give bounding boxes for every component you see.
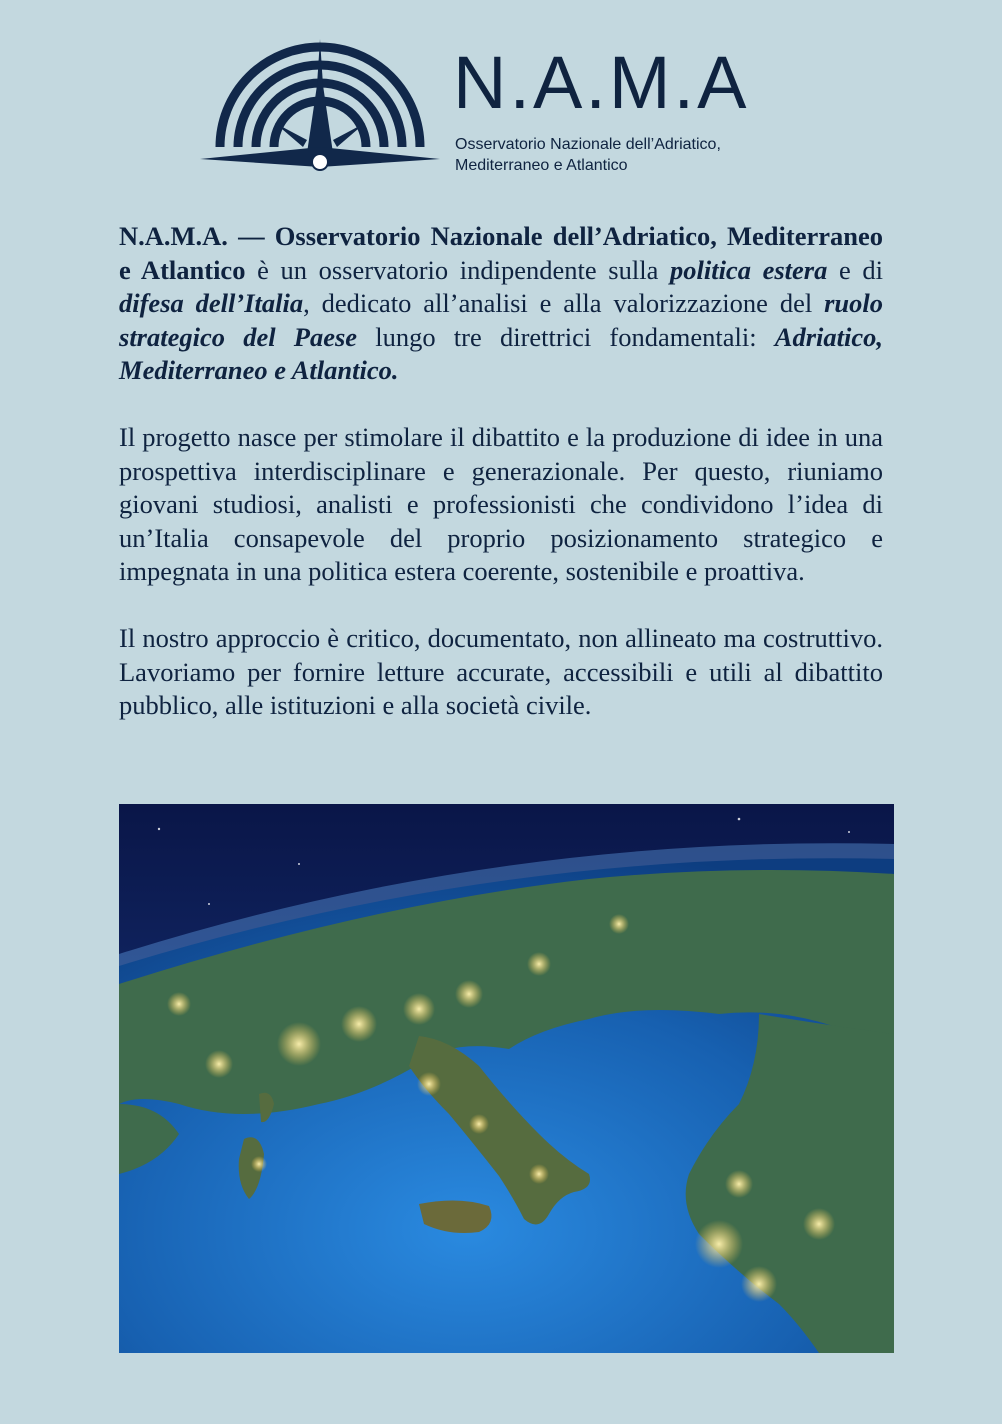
body-text	[119, 220, 883, 756]
intro-emphasis-2: difesa dell’Italia	[119, 288, 304, 318]
brand-subtitle-line-1: Osservatorio Nazionale dell’Adriatico,	[455, 136, 721, 153]
intro-emphasis-4: Adriatico, Mediterraneo e Atlantico.	[119, 321, 883, 385]
intro-text-1: è un osservatorio indipendente sulla	[245, 254, 670, 285]
brand-name: N.A.M.A	[453, 41, 750, 124]
brand-subtitle-line-2: Mediterraneo e Atlantico	[455, 157, 628, 174]
intro-text-4: lungo tre direttrici fondamentali:	[357, 321, 775, 352]
intro-emphasis-3: ruolo strategico del Paese	[119, 288, 883, 352]
approach-paragraph: Il nostro approccio è critico, documentato, non allineato ma costruttivo. Lavoriamo per fornire letture accurate, accessibili e utili al dibattito pubblico, alle istituzioni e alla società civile.	[119, 623, 883, 720]
intro-paragraph	[119, 220, 883, 388]
intro-text-2: e di	[827, 254, 884, 285]
intro-text-3: , dedicato all’analisi e alla valorizzazione del	[303, 288, 825, 318]
earth-night-italy-image	[119, 804, 894, 1353]
nama-logo-icon	[195, 35, 445, 175]
brand-subtitle	[455, 134, 721, 176]
header	[190, 30, 830, 180]
intro-lead: N.A.M.A. — Osservatorio Nazionale dell’Adriatico, Mediterraneo e Atlantico	[119, 221, 883, 285]
intro-emphasis-1: politica estera	[669, 254, 828, 285]
project-paragraph: Il progetto nasce per stimolare il dibattito e la produzione di idee in una prospettiva interdisciplinare e generazionale. Per questo, riuniamo giovani studiosi, analisti e professionisti che condividono l’idea di un’Italia consapevole del proprio posizionamento strategico e impegnata in una politica estera coerente, sostenibile e proattiva.	[119, 422, 883, 586]
